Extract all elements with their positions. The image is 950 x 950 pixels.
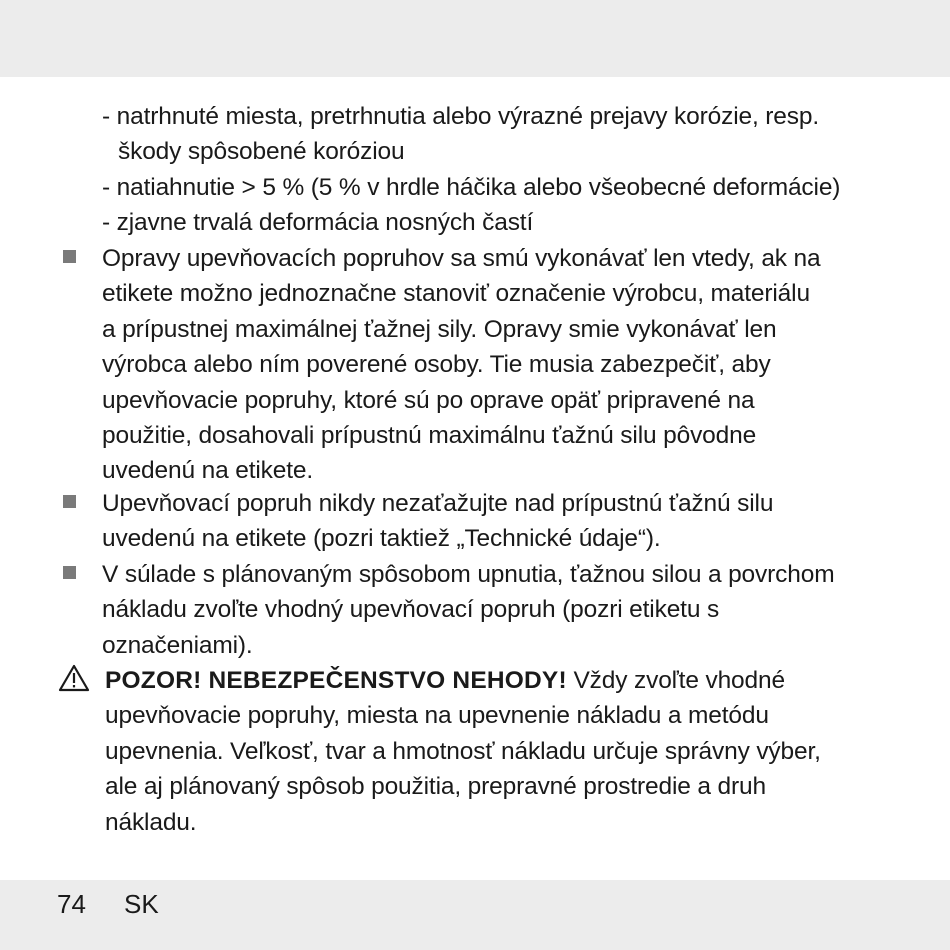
square-bullet-icon: [63, 495, 76, 508]
dash-list-item: [102, 205, 902, 240]
warning-first-line: [105, 663, 905, 698]
text-line: upevnenia. Veľkosť, tvar a hmotnosť nákladu určuje správny výber,: [105, 737, 821, 765]
text-line: nákladu zvoľte vhodný upevňovací popruh (pozri etiketu s: [102, 596, 720, 624]
page-number: 74: [57, 889, 86, 919]
text-line: Opravy upevňovacích popruhov sa smú vykonávať len vtedy, ak na: [102, 245, 821, 272]
text-line: upevňovacie popruhy, miesta na upevnenie nákladu a metódu: [105, 702, 769, 730]
warning-text: Vždy zvoľte vhodné: [566, 667, 785, 694]
warning-heading: POZOR! NEBEZPEČENSTVO NEHODY!: [105, 667, 567, 694]
text-line: nákladu.: [105, 808, 197, 836]
dash-item-text-continued: škody spôsobené koróziou: [118, 138, 405, 166]
bullet-paragraph-repairs: [102, 241, 902, 489]
text-line: označeniami).: [102, 631, 253, 659]
text-line: uvedenú na etikete (pozri taktiež „Technické údaje“).: [102, 525, 661, 553]
square-bullet-icon: [63, 250, 76, 263]
bullet-paragraph-selection: [102, 557, 902, 663]
dash-item-text: - zjavne trvalá deformácia nosných častí: [102, 209, 534, 236]
dash-item-text: - natrhnuté miesta, pretrhnutia alebo výrazné prejavy korózie, resp.: [102, 103, 820, 130]
text-line: V súlade s plánovaným spôsobom upnutia, ťažnou silou a povrchom: [102, 561, 835, 588]
text-line: a prípustnej maximálnej ťažnej sily. Opravy smie vykonávať len: [102, 315, 777, 343]
header-band: [0, 0, 950, 77]
bullet-paragraph-load-limit: [102, 486, 902, 557]
text-line: výrobca alebo ním poverené osoby. Tie musia zabezpečiť, aby: [102, 351, 771, 379]
dash-list-item: [102, 170, 902, 205]
dash-item-text: - natiahnutie > 5 % (5 % v hrdle háčika alebo všeobecné deformácie): [102, 174, 841, 201]
text-line: použitie, dosahovali prípustnú maximálnu ťažnú silu pôvodne: [102, 422, 757, 450]
language-code: SK: [124, 889, 159, 919]
text-line: uvedenú na etikete.: [102, 457, 314, 485]
warning-triangle-icon: [58, 664, 90, 692]
text-line: upevňovacie popruhy, ktoré sú po oprave opäť pripravené na: [102, 386, 755, 414]
text-line: etikete možno jednoznačne stanoviť označenie výrobcu, materiálu: [102, 280, 810, 308]
warning-block: [105, 663, 905, 840]
text-line: ale aj plánovaný spôsob použitia, prepravné prostredie a druh: [105, 773, 766, 801]
dash-list-item: [102, 99, 902, 170]
text-line: Upevňovací popruh nikdy nezaťažujte nad prípustnú ťažnú silu: [102, 490, 774, 517]
square-bullet-icon: [63, 566, 76, 579]
